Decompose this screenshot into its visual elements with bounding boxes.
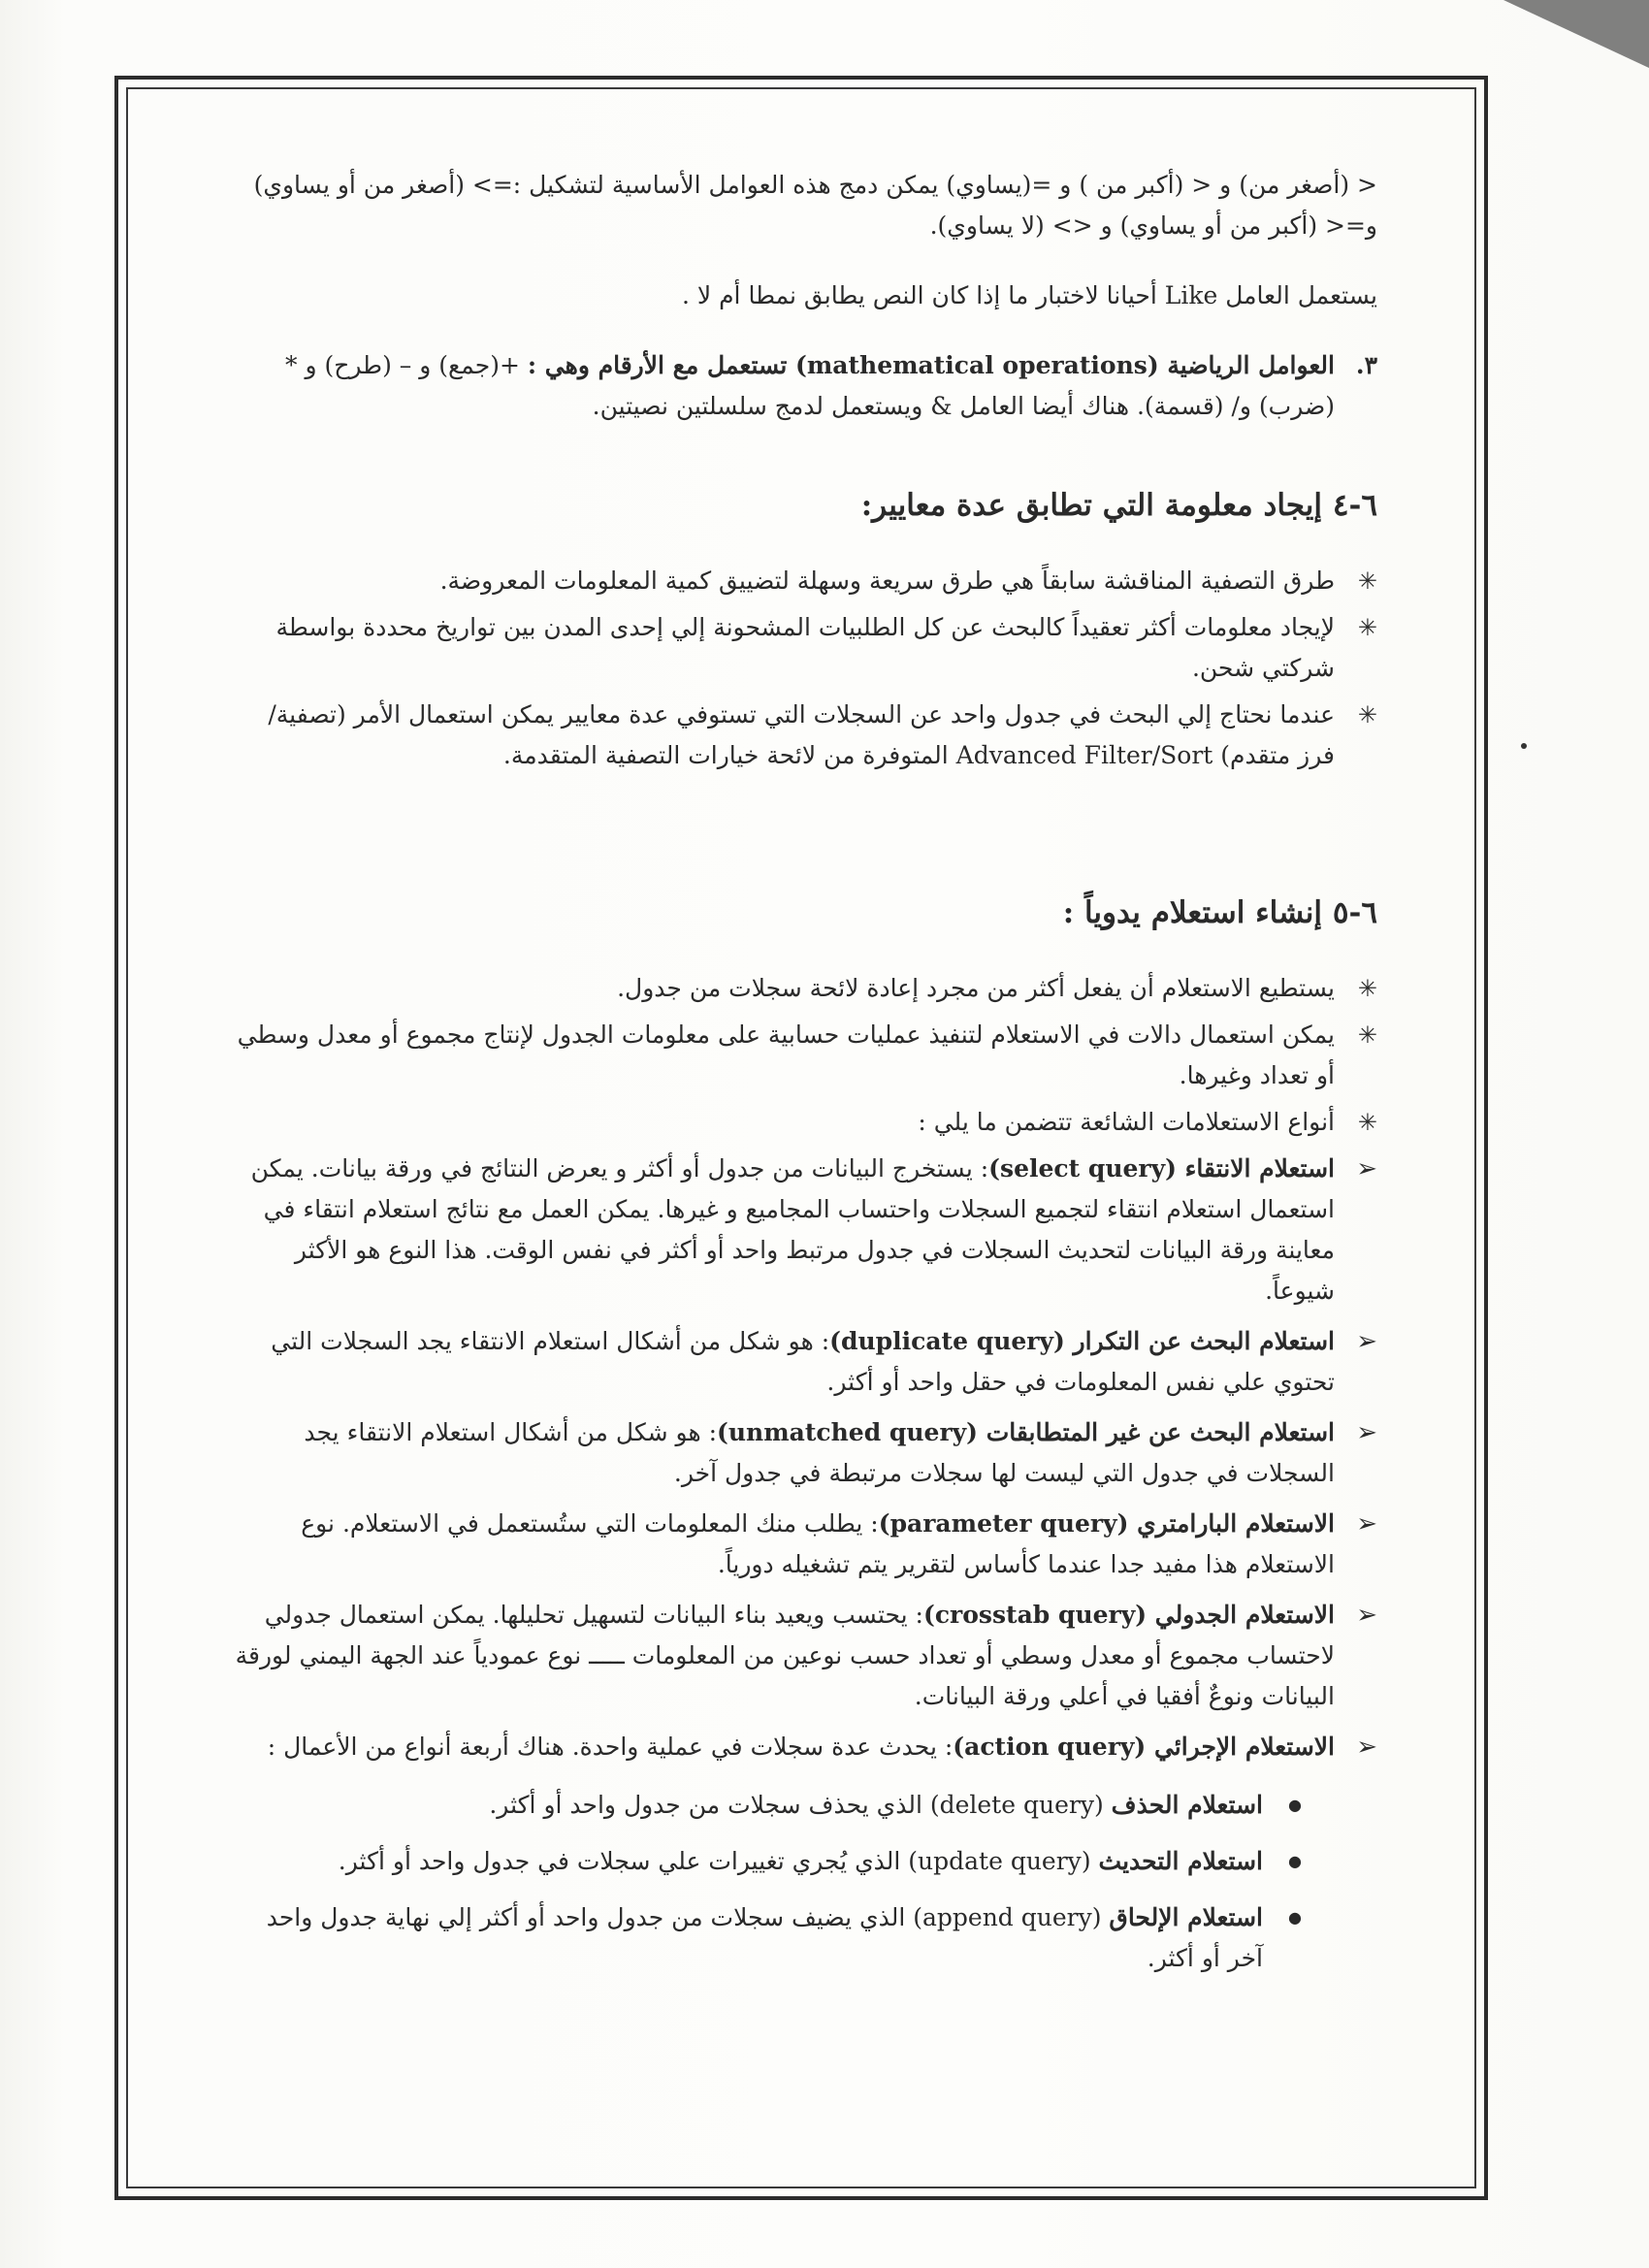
list-item: ✳ يستطيع الاستعلام أن يفعل أكثر من مجرد إعادة لائحة سجلات من جدول. <box>233 968 1377 1009</box>
dot-bullet-icon: ● <box>1288 1852 1302 1870</box>
list-item: ✳ أنواع الاستعلامات الشائعة تتضمن ما يلي : <box>233 1102 1377 1143</box>
star-bullet-icon: ✳ <box>1357 1109 1377 1136</box>
query-bullet-list <box>233 968 1377 1143</box>
query-type-crosstab: ➢ الاستعلام الجدولي (crosstab query): يحتسب ويعيد بناء البيانات لتسهيل تحليلها. يمكن استعمال جدولي لاحتساب مجموع أو معدل وسطي أو تعداد حسب نوعين من المعلومات ـــــ نوع عمودياً عند الجهة اليمني لورقة البيانات ونوعٌ أفقيا في أعلي ورقة البيانات. <box>233 1595 1377 1717</box>
star-bullet-icon: ✳ <box>1357 975 1377 1002</box>
scan-speck <box>1521 743 1527 749</box>
query-type-action: ➢ الاستعلام الإجرائي (action query): يحدث عدة سجلات في عملية واحدة. هناك أربعة أنواع من الأعمال : <box>233 1727 1377 1767</box>
list-item: ✳ يمكن استعمال دالات في الاستعلام لتنفيذ عمليات حسابية على معلومات الجدول لإنتاج مجموع أو معدل وسطي أو تعداد وغيرها. <box>233 1015 1377 1096</box>
star-bullet-icon: ✳ <box>1357 614 1377 641</box>
criteria-bullet-list <box>233 561 1377 776</box>
item-number: ٣. <box>1355 351 1377 379</box>
star-bullet-icon: ✳ <box>1357 701 1377 729</box>
section-heading-manual-query: ٦-٥ إنشاء استعلام يدوياً : <box>1062 895 1377 930</box>
arrow-bullet-icon: ➢ <box>1356 1601 1377 1630</box>
arrow-bullet-icon: ➢ <box>1356 1327 1377 1356</box>
list-item: ✳ طرق التصفية المناقشة سابقاً هي طرق سريعة وسهلة لتضييق كمية المعلومات المعروضة. <box>233 561 1377 601</box>
query-type-unmatched: ➢ استعلام البحث عن غير المتطابقات (unmatched query): هو شكل من أشكال استعلام الانتقاء يجد السجلات في جدول التي ليست لها سجلات مرتبطة في جدول آخر. <box>233 1412 1377 1494</box>
math-operators-term: العوامل الرياضية (mathematical operations) تستعمل مع الأرقام وهي : <box>527 351 1335 379</box>
star-bullet-icon: ✳ <box>1357 567 1377 595</box>
math-operators-text <box>233 345 1335 427</box>
arrow-bullet-icon: ➢ <box>1356 1154 1377 1183</box>
comparison-operators-paragraph: < (أصغر من) و < (أكبر من ) و =(يساوي) يمكن دمج هذه العوامل الأساسية لتشكيل :=> (أصغر من أو يساوي) و=< (أكبر من أو يساوي) و <> (لا يساوي). <box>253 171 1377 240</box>
query-type-duplicate: ➢ استعلام البحث عن التكرار (duplicate query): هو شكل من أشكال استعلام الانتقاء يجد السجلات التي تحتوي علي نفس المعلومات في حقل واحد أو أكثر. <box>233 1321 1377 1403</box>
query-types-list <box>233 1149 1377 1767</box>
dot-bullet-icon: ● <box>1288 1908 1302 1927</box>
star-bullet-icon: ✳ <box>1357 1021 1377 1049</box>
query-type-select: ➢ استعلام الانتقاء (select query): يستخرج البيانات من جدول أو أكثر و يعرض النتائج في ورقة بيانات. يمكن استعمال استعلام انتقاء لتجميع السجلات واحتساب المجاميع و غيرها. يمكن العمل مع نتائج استعلام انتقاء في معاينة ورقة البيانات لتحديث السجلات في جدول مرتبط واحد أو أكثر في نفس الوقت. هذا النوع هو الأكثر شيوعاً. <box>233 1149 1377 1312</box>
arrow-bullet-icon: ➢ <box>1356 1418 1377 1447</box>
arrow-bullet-icon: ➢ <box>1356 1509 1377 1539</box>
math-operators-item <box>233 345 1377 427</box>
action-query-append: ● استعلام الإلحاق (append query) الذي يضيف سجلات من جدول واحد أو أكثر إلي نهاية جدول واحد آخر أو أكثر. <box>233 1897 1302 1979</box>
section-heading-criteria: ٦-٤ إيجاد معلومة التي تطابق عدة معايير: <box>860 488 1377 523</box>
list-item: ✳ لإيجاد معلومات أكثر تعقيداً كالبحث عن كل الطلبيات المشحونة إلي إحدى المدن بين تواريخ محددة بواسطة شركتي شحن. <box>233 607 1377 689</box>
math-operators-rest: +(جمع) و – (طرح) و * (ضرب) و/ (قسمة). هناك أيضا العامل & ويستعمل لدمج سلسلتين نصيتين. <box>285 351 1335 420</box>
dot-bullet-icon: ● <box>1288 1796 1302 1814</box>
page-curl-shadow <box>1504 0 1649 68</box>
query-type-parameter: ➢ الاستعلام البارامتري (parameter query): يطلب منك المعلومات التي ستُستعمل في الاستعلام. نوع الاستعلام هذا مفيد جدا عندما كأساس لتقرير يتم تشغيله دورياً. <box>233 1504 1377 1585</box>
action-query-delete: ● استعلام الحذف (delete query) الذي يحذف سجلات من جدول واحد أو أكثر. <box>233 1785 1302 1826</box>
arrow-bullet-icon: ➢ <box>1356 1733 1377 1762</box>
list-item: ✳ عندما نحتاج إلي البحث في جدول واحد عن السجلات التي تستوفي عدة معايير يمكن استعمال الأمر (تصفية/فرز متقدم) Advanced Filter/Sort المتوفرة من لائحة خيارات التصفية المتقدمة. <box>233 695 1377 776</box>
document-body <box>233 165 1377 1994</box>
action-query-list <box>233 1785 1377 1979</box>
like-operator-paragraph: يستعمل العامل Like أحيانا لاختبار ما إذا كان النص يطابق نمطا أم لا . <box>681 281 1377 309</box>
action-query-update: ● استعلام التحديث (update query) الذي يُجري تغييرات علي سجلات في جدول واحد أو أكثر. <box>233 1841 1302 1882</box>
